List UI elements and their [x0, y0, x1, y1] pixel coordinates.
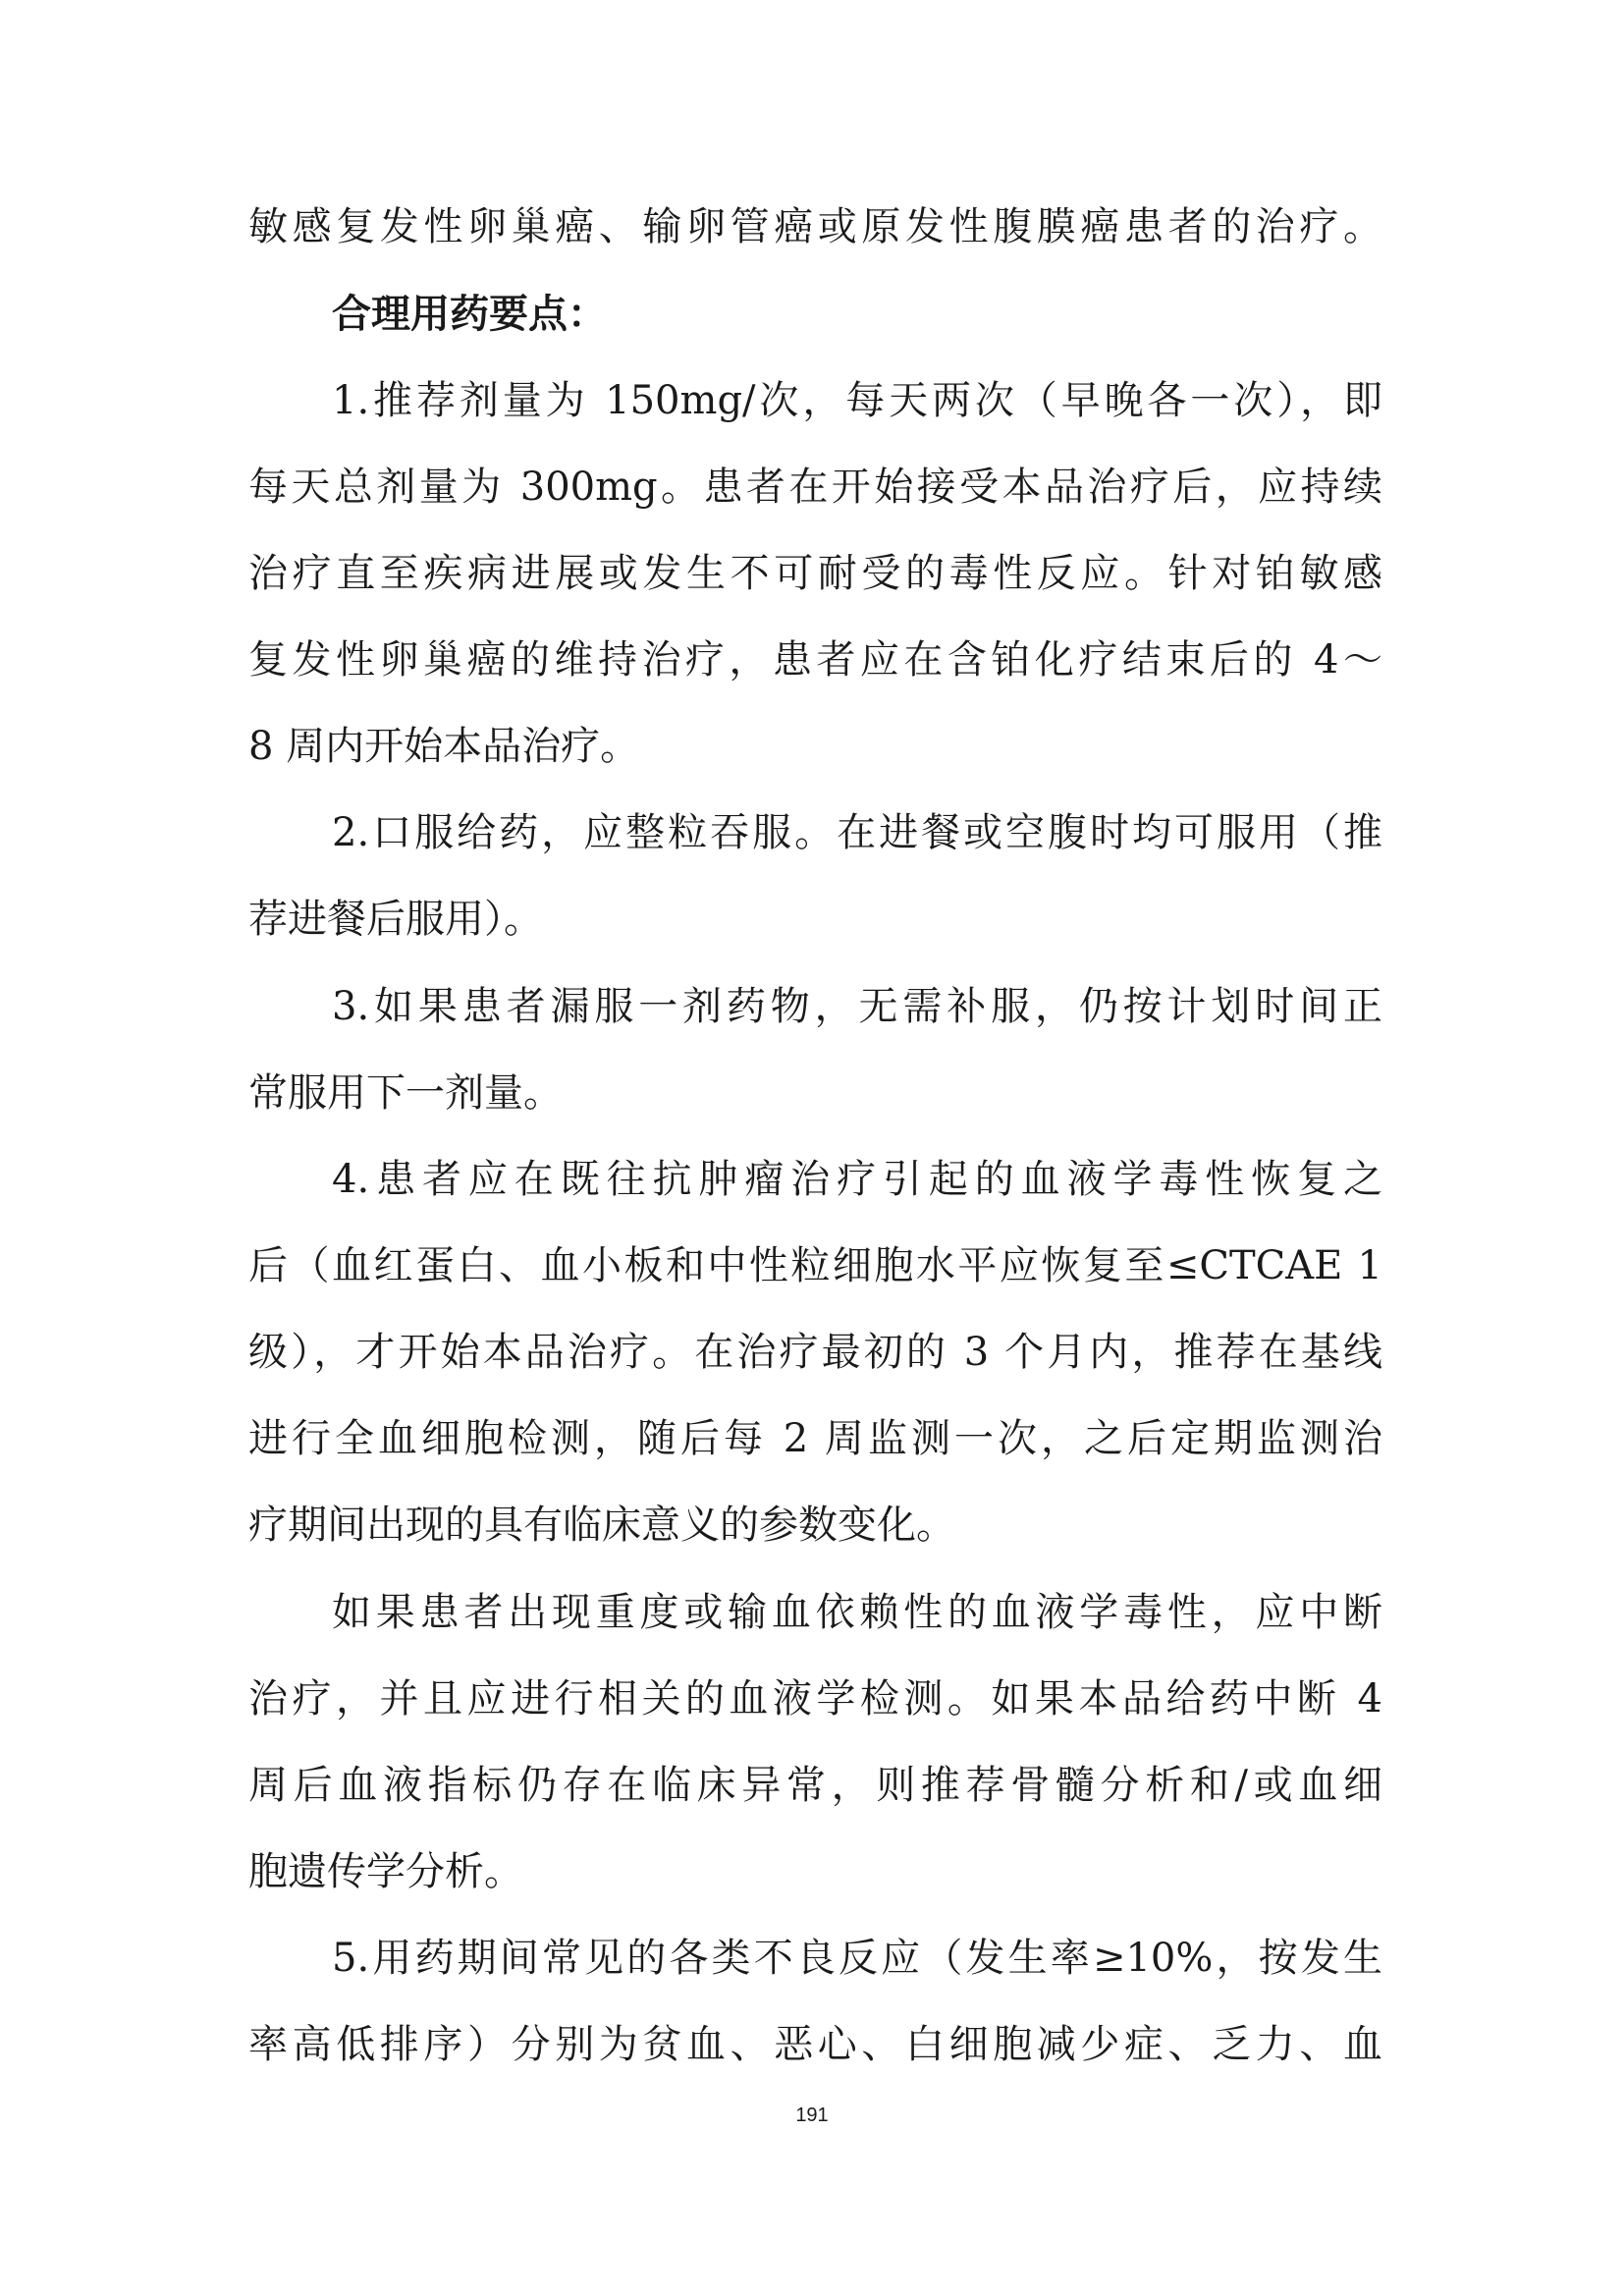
text-line: 后（血红蛋白、血小板和中性粒细胞水平应恢复至≤CTCAE 1 [248, 1243, 1382, 1288]
text-line: 治疗，并且应进行相关的血液学检测。如果本品给药中断 4 [248, 1676, 1382, 1722]
text-line: 复发性卵巢癌的维持治疗，患者应在含铂化疗结束后的 4～ [248, 637, 1382, 683]
text-line: 每天总剂量为 300mg。患者在开始接受本品治疗后，应持续 [248, 465, 1382, 510]
text-line: 4.患者应在既往抗肿瘤治疗引起的血液学毒性恢复之 [332, 1157, 1382, 1202]
text-line: 5.用药期间常见的各类不良反应（发生率≥10%，按发生 [332, 1936, 1382, 1981]
text-line: 如果患者出现重度或输血依赖性的血液学毒性，应中断 [332, 1590, 1382, 1635]
text-line: 率高低排序）分别为贫血、恶心、白细胞减少症、乏力、血 [248, 2022, 1382, 2067]
page-number: 191 [795, 2105, 829, 2126]
text-line: 敏感复发性卵巢癌、输卵管癌或原发性腹膜癌患者的治疗。 [248, 204, 1382, 249]
text-line: 级），才开始本品治疗。在治疗最初的 3 个月内，推荐在基线 [248, 1330, 1382, 1375]
text-line: 常服用下一剂量。 [248, 1070, 563, 1116]
text-line: 荐进餐后服用）。 [248, 897, 543, 942]
text-line: 进行全血细胞检测，随后每 2 周监测一次，之后定期监测治 [248, 1416, 1382, 1461]
text-line: 周后血液指标仍存在临床异常，则推荐骨髓分析和/或血细 [248, 1763, 1382, 1808]
text-line: 3.如果患者漏服一剂药物，无需补服，仍按计划时间正 [332, 984, 1382, 1029]
text-line: 治疗直至疾病进展或发生不可耐受的毒性反应。针对铂敏感 [248, 551, 1382, 596]
section-heading: 合理用药要点： [332, 292, 607, 337]
text-line: 8 周内开始本品治疗。 [248, 724, 640, 769]
text-line: 胞遗传学分析。 [248, 1849, 523, 1894]
text-line: 疗期间出现的具有临床意义的参数变化。 [248, 1503, 955, 1548]
text-line: 2.口服给药，应整粒吞服。在进餐或空腹时均可服用（推 [332, 810, 1382, 855]
text-line: 1.推荐剂量为 150mg/次，每天两次（早晚各一次），即 [332, 378, 1382, 423]
